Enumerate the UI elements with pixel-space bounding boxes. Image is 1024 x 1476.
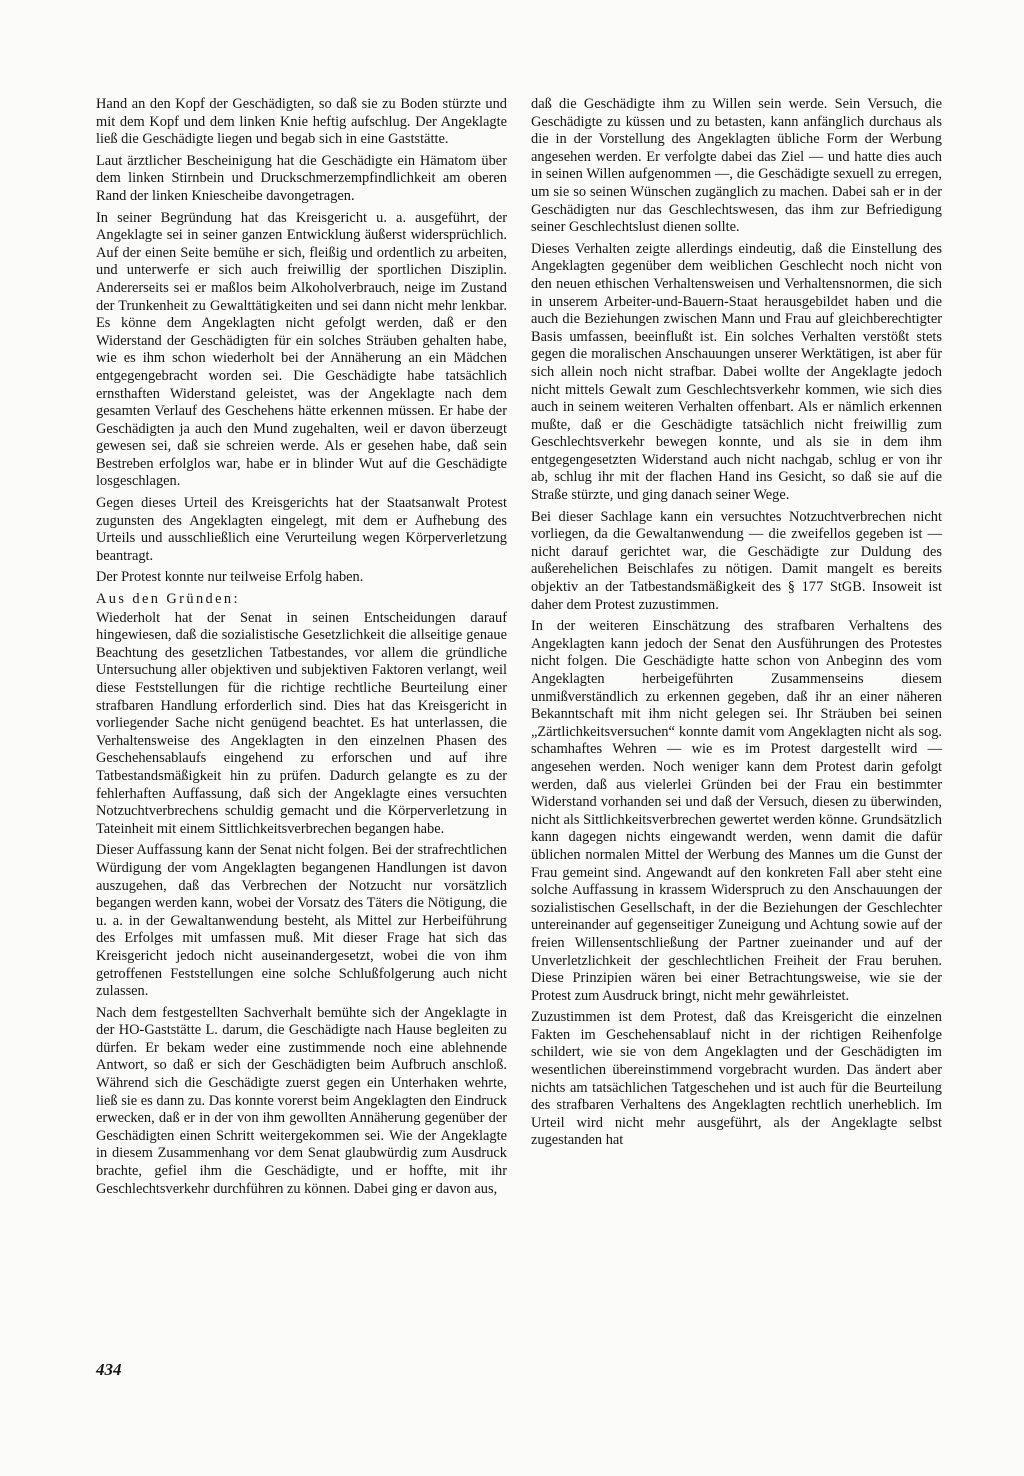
paragraph: Zuzustimmen ist dem Protest, daß das Kreisgericht die einzelnen Fakten im Geschehensablauf nicht in der richtigen Reihenfolge schildert, wie sie von dem Angeklagten und der Geschädigten im wesentlichen übereinstimmend vorgebracht wurden. Das ändert aber nichts am tatsächlichen Tatgeschehen und ist auch für die Beurteilung des strafbaren Verhaltens des Angeklagten rechtlich unerheblich. Im Urteil wird nicht mehr ausgeführt, als der Angeklagte selbst zugestanden hat xyxy=(531,1009,942,1149)
paragraph: Bei dieser Sachlage kann ein versuchtes Notzuchtverbrechen nicht vorliegen, da die Gewaltanwendung — die zweifellos gegeben ist — nicht darauf gerichtet war, die Geschädigte zur Duldung des außerehelichen Beischlafes zu nötigen. Damit mangelt es bereits objektiv an der Tatbestandsmäßigkeit des § 177 StGB. Insoweit ist daher dem Protest zuzustimmen. xyxy=(531,508,942,613)
paragraph: In der weiteren Einschätzung des strafbaren Verhaltens des Angeklagten kann jedoch der Senat den Ausführungen des Protestes nicht folgen. Die Geschädigte hatte schon von Anbeginn des vom Angeklagten herbeigeführten Zusammenseins diesem unmißverständlich zu erkennen gegeben, daß ihr an einer näheren Bekanntschaft mit ihm nicht gelegen sei. Ihr Sträuben bei seinen „Zärtlichkeitsversuchen“ konnte damit vom Angeklagten nicht als sog. schamhaftes Wehren — wie es im Protest dargestellt wird — angesehen werden. Noch weniger kann dem Protest darin gefolgt werden, daß aus vielerlei Gründen bei der Frau ein bestimmter Widerstand vorhanden sei und daß der Versuch, diesen zu überwinden, nicht als Sittlichkeitsverbrechen gewertet werden könne. Grundsätzlich kann dagegen nichts eingewandt werden, wenn damit die dafür üblichen normalen Mittel der Werbung des Mannes um die Gunst der Frau gemeint sind. Angewandt auf den konkreten Fall aber steht eine solche Auffassung in krassem Widerspruch zu den Anschauungen der sozialistischen Gesellschaft, in der die Beziehungen der Geschlechter untereinander auf gegenseitiger Zuneigung und Achtung sowie auf der freien Willensentschließung der Partner zueinander und auf der Unverletzlichkeit der geschlechtlichen Freiheit der Frau beruhen. Diese Prinzipien wären bei einer Betrachtungsweise, wie sie der Protest zum Ausdruck bringt, nicht mehr gewährleistet. xyxy=(531,618,942,1004)
paragraph: daß die Geschädigte ihm zu Willen sein werde. Sein Versuch, die Geschädigte zu küssen und zu betasten, kann anfänglich durchaus als die in der Vorstellung des Angeklagten übliche Form der Werbung angesehen werden. Er verfolgte dabei das Ziel — und hatte dies auch in seinen Willen aufgenommen —, die Geschädigte sexuell zu erregen, um sie so seinen Wünschen zugänglich zu machen. Dabei sah er in der Geschädigten nur das Geschlechtswesen, das ihm zur Befriedigung seiner Geschlechtslust dienen sollte. xyxy=(531,96,942,236)
right-text-column xyxy=(531,96,942,1154)
left-text-column xyxy=(96,96,507,1202)
paragraph: Dieser Auffassung kann der Senat nicht folgen. Bei der strafrechtlichen Würdigung der vom Angeklagten begangenen Handlungen ist davon auszugehen, daß das Verbrechen der Notzucht nur vorsätzlich begangen werden kann, wobei der Vorsatz des Täters die Nötigung, die u. a. in der Gewaltanwendung besteht, als Mittel zur Herbeiführung des Erfolges mit umfassen muß. Mit dieser Frage hat sich das Kreisgericht jedoch nicht auseinandergesetzt, wobei die von ihm getroffenen Feststellungen eine solche Schlußfolgerung auch nicht zulassen. xyxy=(96,842,507,1000)
paragraph: In seiner Begründung hat das Kreisgericht u. a. ausgeführt, der Angeklagte sei in seiner ganzen Entwicklung äußerst widersprüchlich. Auf der einen Seite bemühe er sich, fleißig und ordentlich zu arbeiten, und unterwerfe er sich auch freiwillig der sportlichen Disziplin. Andererseits sei er maßlos beim Alkoholverbrauch, neige im Zustand der Trunkenheit zu Gewalttätigkeiten und sei dann nicht mehr lenkbar. Es könne dem Angeklagten nicht gefolgt werden, daß er den Widerstand der Geschädigten für ein solches Sträuben gehalten habe, wie es ihm schon wiederholt bei der Annäherung an ein Mädchen entgegengebracht worden sei. Die Geschädigte habe tatsächlich ernsthaften Widerstand geleistet, was der Angeklagte nach dem gesamten Verlauf des Geschehens hätte erkennen müssen. Er habe der Geschädigten ja auch den Mund zugehalten, weil er davon überzeugt gewesen sei, daß sie schreien werde. Als er gesehen habe, daß sein Bestreben erfolglos war, habe er in blinder Wut auf die Geschädigte losgeschlagen. xyxy=(96,209,507,490)
paragraph: Wiederholt hat der Senat in seinen Entscheidungen darauf hingewiesen, daß die sozialistische Gesetzlichkeit die allseitige genaue Beachtung des gesetzlichen Tatbestandes, vor allem die gründliche Untersuchung aller objektiven und subjektiven Faktoren verlangt, weil diese Feststellungen für die richtige rechtliche Beurteilung einer strafbaren Handlung erforderlich sind. Dies hat das Kreisgericht in vorliegender Sache nicht genügend beachtet. Es hat unterlassen, die Verhaltensweise des Angeklagten in den einzelnen Phasen des Geschehensablaufs eingehend zu erforschen und auf ihre Tatbestandsmäßigkeit hin zu prüfen. Dadurch gelangte es zu der fehlerhaften Auffassung, daß sich der Angeklagte eines versuchten Notzuchtverbrechens schuldig gemacht und die Körperverletzung in Tateinheit mit einem Sittlichkeitsverbrechen begangen habe. xyxy=(96,609,507,837)
paragraph: Nach dem festgestellten Sachverhalt bemühte sich der Angeklagte in der HO-Gaststätte L. darum, die Geschädigte nach Hause begleiten zu dürfen. Er bekam weder eine zustimmende noch eine ablehnende Antwort, so daß er sich der Geschädigten beim Aufbruch anschloß. Während sich die Geschädigte zuerst gegen ein Unterhaken wehrte, ließ sie es dann zu. Das konnte vorerst beim Angeklagten den Eindruck erwecken, daß er in der von ihm gewollten Annäherung gegenüber der Geschädigten einen Schritt weitergekommen sei. Wie der Angeklagte in diesem Zusammenhang vor dem Senat glaubwürdig zum Ausdruck brachte, gefiel ihm die Geschädigte, und er hoffte, mit ihr Geschlechtsverkehr durchführen zu können. Dabei ging er davon aus, xyxy=(96,1004,507,1197)
paragraph: Laut ärztlicher Bescheinigung hat die Geschädigte ein Hämatom über dem linken Stirnbein und Druckschmerzempfindlichkeit am oberen Rand der linken Kniescheibe davongetragen. xyxy=(96,152,507,204)
section-heading: Aus den Gründen: xyxy=(96,591,240,608)
page-number: 434 xyxy=(96,1360,122,1379)
paragraph: Der Protest konnte nur teilweise Erfolg haben. xyxy=(96,569,364,586)
paragraph: Dieses Verhalten zeigte allerdings eindeutig, daß die Einstellung des Angeklagten gegenüber dem weiblichen Geschlecht noch nicht von den neuen ethischen Verhaltensweisen und Verhaltensnormen, die sich in unserem Arbeiter-und-Bauern-Staat herausgebildet haben und die auch die Beziehungen zwischen Mann und Frau auf gleichberechtigter Basis umfassen, beeinflußt ist. Ein solches Verhalten verstößt stets gegen die moralischen Anschauungen unserer Werktätigen, ist aber für sich allein noch nicht strafbar. Dabei wollte der Angeklagte jedoch nicht mittels Gewalt zum Geschlechtsverkehr kommen, wie sich dies auch in seinem weiteren Verhalten offenbart. Als er nämlich erkennen mußte, daß er die Geschädigte tatsächlich nicht freiwillig zum Geschlechtsverkehr bewegen konnte, und als sie in dem ihm entgegengesetzten Widerstand auch nicht nachgab, schlug er von ihr ab, schlug ihr mit der flachen Hand ins Gesicht, so daß sie auf die Straße stürzte, und ging danach seiner Wege. xyxy=(531,240,942,504)
paragraph: Gegen dieses Urteil des Kreisgerichts hat der Staatsanwalt Protest zugunsten des Angeklagten eingelegt, mit dem er Aufhebung des Urteils und ausschließlich eine Verurteilung wegen Körperverletzung beantragt. xyxy=(96,495,507,564)
paragraph: Hand an den Kopf der Geschädigten, so daß sie zu Boden stürzte und mit dem Kopf und dem linken Knie heftig aufschlug. Der Angeklagte ließ die Geschädigte liegen und begab sich in eine Gaststätte. xyxy=(96,96,507,148)
